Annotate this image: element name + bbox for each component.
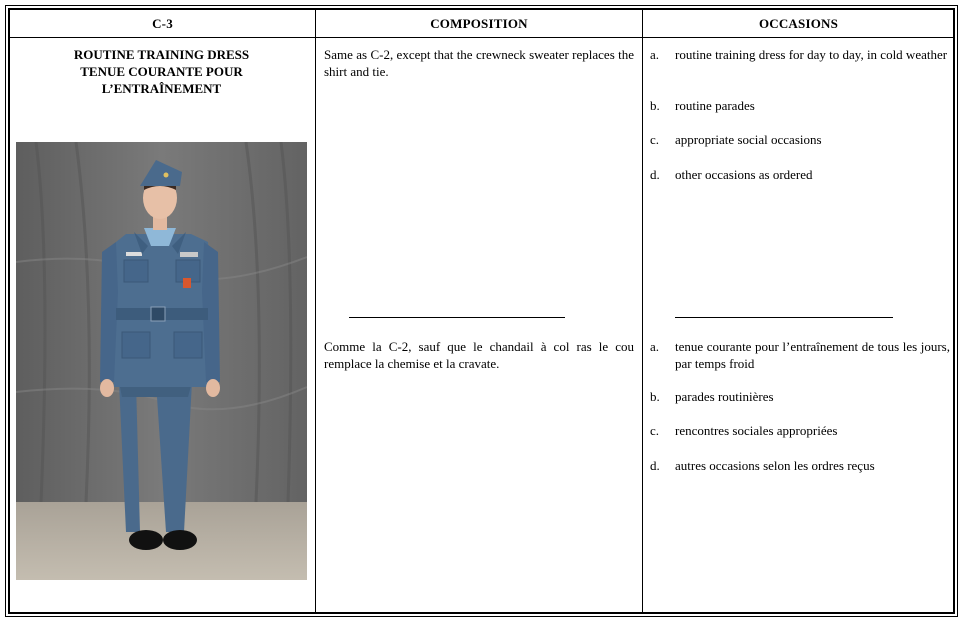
cadet-uniform-photo-icon xyxy=(16,142,307,580)
item-letter: c. xyxy=(650,132,660,147)
item-text: autres occasions selon les ordres reçus xyxy=(675,458,875,473)
item-text: appropriate social occasions xyxy=(675,132,822,147)
list-item xyxy=(650,338,950,372)
item-letter: b. xyxy=(650,389,660,404)
item-letter: c. xyxy=(650,423,660,438)
dress-title xyxy=(10,46,313,97)
column-divider-2 xyxy=(642,8,643,614)
header-code: C-3 xyxy=(152,16,173,31)
list-item xyxy=(650,457,950,474)
column-divider-1 xyxy=(315,8,316,614)
item-letter: b. xyxy=(650,98,660,113)
title-line-1: ROUTINE TRAINING DRESS xyxy=(73,47,250,62)
header-composition: COMPOSITION xyxy=(430,16,528,31)
item-text: routine training dress for day to day, in cold weather xyxy=(675,47,948,62)
list-item xyxy=(650,46,950,63)
list-item xyxy=(650,166,950,183)
composition-english: Same as C-2, except that the crewneck sweater replaces the shirt and tie. xyxy=(324,47,634,79)
occasions-separator xyxy=(675,317,893,318)
item-text: routine parades xyxy=(675,98,755,113)
item-letter: a. xyxy=(650,47,660,62)
title-line-2: TENUE COURANTE POUR xyxy=(80,64,243,79)
uniform-photo xyxy=(16,142,307,580)
list-item xyxy=(650,131,950,148)
item-letter: a. xyxy=(650,339,660,354)
item-text: parades routinières xyxy=(675,389,774,404)
item-text: other occasions as ordered xyxy=(675,167,813,182)
list-item xyxy=(650,97,950,114)
title-line-3: L’ENTRAÎNEMENT xyxy=(101,81,222,96)
list-item xyxy=(650,388,950,405)
composition-french: Comme la C-2, sauf que le chandail à col ras le cou remplace la chemise et la cravate. xyxy=(324,339,634,371)
composition-separator xyxy=(349,317,565,318)
item-letter: d. xyxy=(650,458,660,473)
item-letter: d. xyxy=(650,167,660,182)
item-text: rencontres sociales appropriées xyxy=(675,423,838,438)
item-text: tenue courante pour l’entraînement de tous les jours, par temps froid xyxy=(675,339,950,371)
list-item xyxy=(650,422,950,439)
header-occasions: OCCASIONS xyxy=(758,16,839,31)
